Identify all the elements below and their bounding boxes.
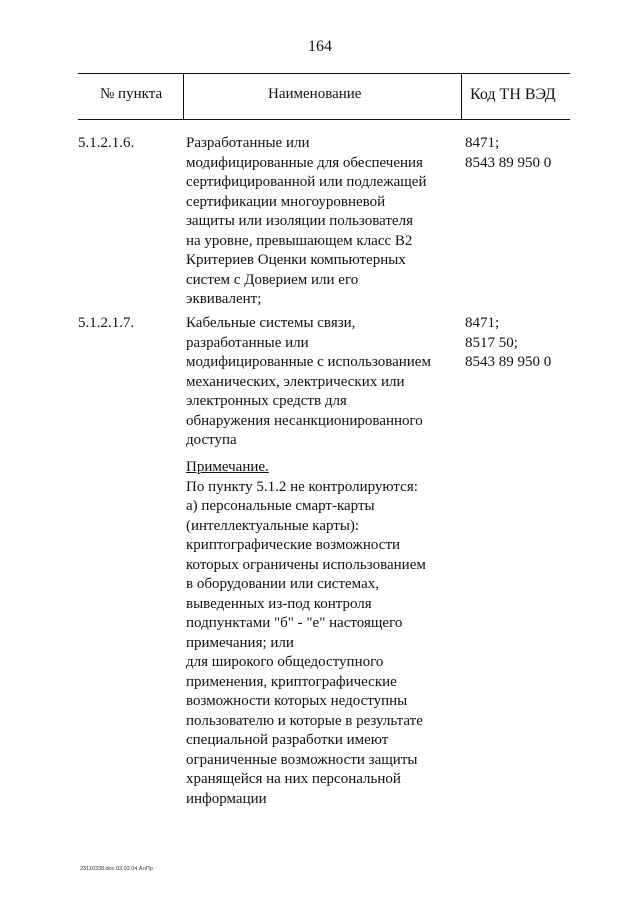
note-line: для широкого общедоступного — [186, 654, 384, 670]
entry-name-line: разработанные или — [186, 334, 309, 351]
note-line: (интеллектуальные карты): — [186, 517, 360, 534]
note-text — [186, 458, 471, 809]
header-number: № пункта — [100, 86, 163, 102]
entry-name-line: сертификации многоуровневой — [186, 193, 386, 210]
table-header — [78, 73, 570, 120]
entry-name-line: защиты или изоляции пользователя — [186, 213, 413, 229]
entry-name-line: обнаружения несанкционированного — [186, 412, 423, 429]
note-line: криптографические возможности — [186, 537, 401, 553]
note-line: выведенных из-под контроля — [186, 595, 372, 612]
entry-name-line: систем с Доверием или его — [186, 271, 359, 288]
entry-code-line: 8543 89 950 0 — [465, 154, 552, 171]
header-code: Код ТН ВЭД — [470, 86, 556, 103]
entry-name-line: модифицированные с использованием — [186, 354, 431, 370]
note-line: подпунктами "б" - "е" настоящего — [186, 615, 403, 631]
entry-code — [465, 134, 575, 173]
note-line: применения, криптографические — [186, 673, 397, 690]
entry-code-line: 8471; — [465, 315, 500, 331]
note-line: в оборудовании или системах, — [186, 576, 379, 592]
entry-name-line: Критериев Оценки компьютерных — [186, 252, 406, 268]
entry-code — [465, 314, 575, 373]
note-line: примечания; или — [186, 634, 294, 651]
entry-name — [186, 134, 471, 310]
entry-number: 5.1.2.1.6. — [78, 135, 135, 151]
note-line: специальной разработки имеют — [186, 732, 389, 748]
entry-name-line: механических, электрических или — [186, 373, 405, 390]
entry-name-line: Кабельные системы связи, — [186, 315, 356, 331]
footer-file-reference: 23110338.doc 02.02.04 АлПр — [80, 866, 153, 872]
note-line: пользователю и которые в результате — [186, 712, 423, 729]
entry-name-line: эквивалент; — [186, 291, 262, 307]
entry-name-line: на уровне, превышающем класс B2 — [186, 232, 413, 249]
note-line: которых ограничены использованием — [186, 556, 426, 573]
note-line: По пункту 5.1.2 не контролируются: — [186, 478, 418, 495]
entry-number: 5.1.2.1.7. — [78, 315, 135, 331]
entry-code-line: 8543 89 950 0 — [465, 354, 552, 370]
header-divider — [461, 74, 462, 119]
note-title: Примечание. — [186, 459, 269, 475]
header-name: Наименование — [268, 86, 362, 102]
entry-code-line: 8517 50; — [465, 334, 518, 351]
entry-name-line: доступа — [186, 432, 237, 448]
entry-name-line: электронных средств для — [186, 393, 347, 409]
header-divider — [183, 74, 184, 119]
entry-name — [186, 314, 471, 451]
note-line: возможности которых недоступны — [186, 693, 408, 709]
entry-name-line: сертифицированной или подлежащей — [186, 174, 427, 190]
entry-name-line: модифицированные для обеспечения — [186, 154, 423, 171]
entry-name-line: Разработанные или — [186, 135, 310, 151]
note-line: ограниченные возможности защиты — [186, 751, 418, 768]
note-line: информации — [186, 790, 267, 807]
entry-code-line: 8471; — [465, 135, 500, 151]
note-line: хранящейся на них персональной — [186, 771, 401, 787]
note-line: а) персональные смарт-карты — [186, 498, 375, 514]
page-number: 164 — [308, 38, 332, 55]
